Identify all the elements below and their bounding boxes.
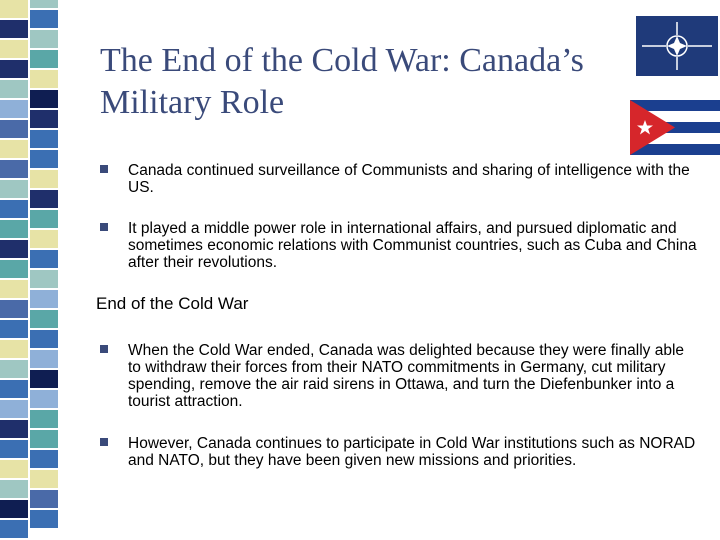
bullet-text: It played a middle power role in international affairs, and pursued diplomatic and sometimes economic relations with Communist countries, such as Cuba and China after their revolutions.	[128, 220, 697, 271]
bullet-marker	[100, 165, 108, 173]
decorative-block	[30, 490, 58, 508]
decorative-block	[0, 120, 28, 138]
decorative-block	[30, 410, 58, 428]
bullet-marker	[100, 345, 108, 353]
decorative-block	[0, 300, 28, 318]
decorative-block	[0, 160, 28, 178]
decorative-block	[30, 0, 58, 8]
decorative-block	[30, 190, 58, 208]
decorative-block	[30, 270, 58, 288]
decorative-block	[30, 130, 58, 148]
decorative-block	[0, 0, 28, 18]
decorative-block	[30, 90, 58, 108]
decorative-block	[30, 330, 58, 348]
decorative-block	[30, 310, 58, 328]
decorative-block	[0, 480, 28, 498]
decorative-block	[30, 230, 58, 248]
decorative-block	[30, 50, 58, 68]
cuba-flag-icon	[630, 100, 720, 155]
decorative-block	[0, 60, 28, 78]
decorative-block	[30, 30, 58, 48]
decorative-block	[0, 320, 28, 338]
decorative-left-strip	[0, 0, 60, 540]
decorative-block	[0, 40, 28, 58]
decorative-block	[0, 420, 28, 438]
decorative-block	[0, 20, 28, 38]
decorative-block	[30, 10, 58, 28]
decorative-block	[0, 220, 28, 238]
decorative-block	[0, 360, 28, 378]
decorative-block	[0, 180, 28, 198]
decorative-block	[30, 290, 58, 308]
decorative-block	[30, 70, 58, 88]
decorative-block	[0, 100, 28, 118]
section-subheading: End of the Cold War	[96, 294, 249, 313]
slide-title: The End of the Cold War: Canada’s Military Role	[100, 42, 584, 121]
decorative-block	[30, 430, 58, 448]
decorative-block	[30, 470, 58, 488]
decorative-block	[30, 450, 58, 468]
bullet-text: However, Canada continues to participate in Cold War institutions such as NORAD and NATO, but they have been given new missions and priorities.	[128, 435, 696, 469]
decorative-block	[0, 440, 28, 458]
decorative-block	[0, 240, 28, 258]
bullet-marker	[100, 438, 108, 446]
decorative-block	[30, 350, 58, 368]
nato-emblem-icon	[636, 16, 718, 76]
decorative-block	[0, 460, 28, 478]
decorative-block	[30, 170, 58, 188]
decorative-block	[0, 500, 28, 518]
decorative-block	[0, 140, 28, 158]
cuba-flag-image	[630, 100, 720, 155]
decorative-block	[0, 340, 28, 358]
decorative-block	[0, 400, 28, 418]
decorative-block	[30, 370, 58, 388]
decorative-block	[0, 260, 28, 278]
decorative-block	[0, 80, 28, 98]
bullet-text: Canada continued surveillance of Communists and sharing of intelligence with the US.	[128, 162, 690, 196]
decorative-block	[0, 520, 28, 538]
decorative-block	[30, 210, 58, 228]
decorative-block	[30, 390, 58, 408]
decorative-block	[30, 250, 58, 268]
decorative-block	[30, 110, 58, 128]
decorative-block	[30, 510, 58, 528]
decorative-block	[0, 200, 28, 218]
decorative-block	[30, 150, 58, 168]
bullet-text: When the Cold War ended, Canada was delighted because they were finally able to withdraw their forces from their NATO commitments in Germany, cut military spending, remove the air raid sirens in Ottawa, and turn the Diefenbunker into a tourist attraction.	[128, 342, 685, 410]
bullet-marker	[100, 223, 108, 231]
nato-flag-image	[636, 16, 718, 76]
decorative-block	[0, 280, 28, 298]
decorative-block	[0, 380, 28, 398]
